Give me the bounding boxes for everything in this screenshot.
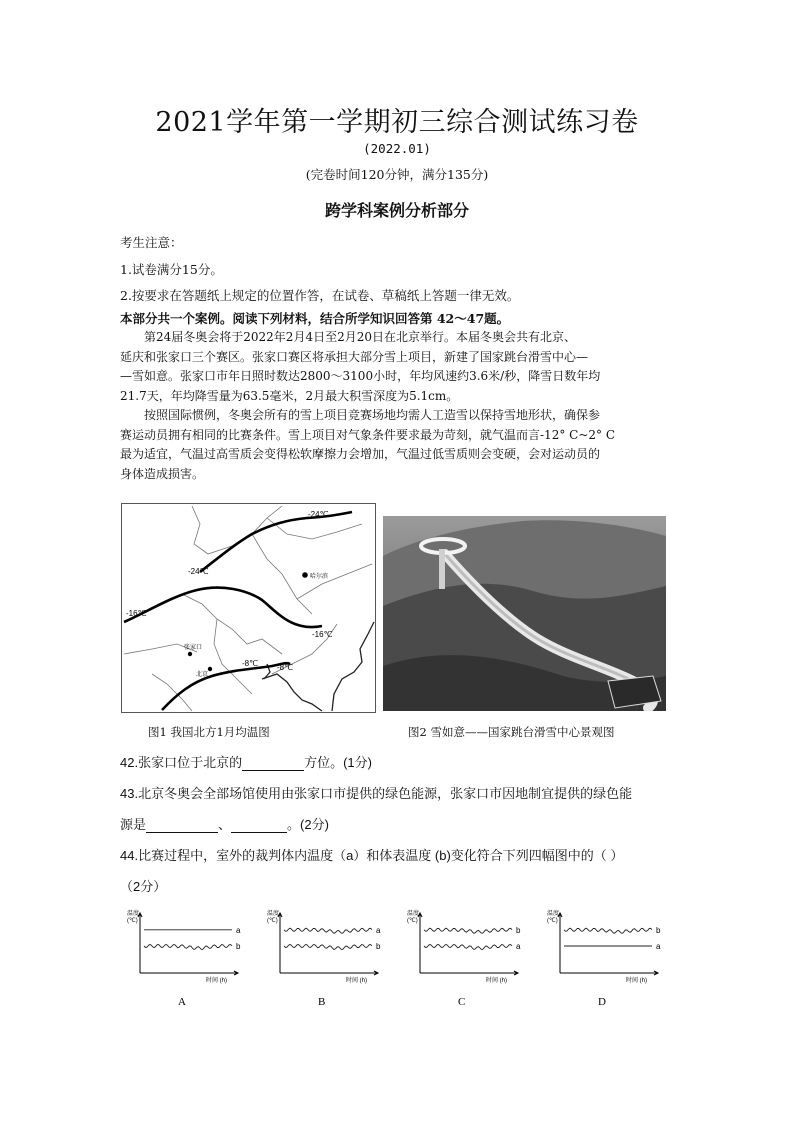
y-axis-label: 温度 [407, 911, 420, 917]
section-title: 跨学科案例分析部分 [324, 201, 469, 220]
option-chart-c [400, 905, 525, 1015]
y-axis-unit: (℃) [267, 918, 278, 924]
series-b-label: b [656, 925, 661, 935]
series-a-label: a [236, 925, 241, 935]
passage [120, 328, 674, 484]
series-b-line [564, 928, 652, 933]
passage-line: 最为适宜，气温过高雪质会变得松软摩擦力会增加，气温过低雪质则会变硬，会对运动员的 [120, 447, 601, 461]
answer-blank[interactable] [231, 832, 287, 833]
isotherm-label: -8℃ [242, 659, 259, 668]
series-a-line [424, 944, 512, 949]
answer-blank[interactable] [146, 832, 218, 833]
question-44-line2: （2分） [120, 879, 167, 894]
city-label: 张家口 [184, 645, 203, 651]
page-title: 2021学年第一学期初三综合测试练习卷 [155, 107, 639, 138]
series-b-line [284, 944, 372, 949]
question-text: 42.张家口位于北京的 [120, 755, 243, 770]
ski-jump-photo [383, 516, 666, 711]
series-a-line [284, 928, 372, 933]
series-a-label: a [516, 942, 521, 951]
question-43-line1: 43.北京冬奥会全部场馆使用由张家口市提供的绿色能源，张家口市因地制宜提供的绿色能 [120, 786, 633, 801]
isotherm-label: -16℃ [126, 609, 147, 618]
series-b-label: b [516, 925, 521, 935]
option-letter: D [598, 996, 606, 1008]
question-42 [120, 752, 372, 771]
passage-line: —雪如意。张家口市年日照时数达2800～3100小时，年均风速约3.6米/秒，降雪日数年均 [120, 369, 601, 383]
question-44-line1: 44.比赛过程中，室外的裁判体内温度（a）和体表温度 (b)变化符合下列四幅图中的（ ） [120, 848, 624, 863]
passage-line: 身体造成损害。 [120, 466, 205, 481]
option-chart-b [260, 905, 385, 1015]
option-charts [120, 905, 680, 1015]
question-text: 方位。(1分) [304, 755, 372, 770]
city-marker [208, 667, 212, 671]
option-letter: C [458, 996, 466, 1008]
figure1-caption: 图1 我国北方1月均温图 [148, 725, 270, 739]
question-text: 、 [218, 817, 232, 832]
exam-date: (2022.01) [363, 141, 431, 156]
passage-line: 延庆和张家口三个赛区。张家口赛区将承担大部分雪上项目，新建了国家跳台滑雪中心— [120, 349, 589, 364]
y-axis-label: 温度 [127, 911, 140, 917]
option-chart-d [540, 905, 665, 1015]
series-b-label: b [236, 942, 241, 951]
photo-drawing [383, 516, 666, 711]
question-text: 源是 [120, 817, 147, 832]
isotherm-line [200, 512, 352, 572]
city-label: 北京 [196, 672, 209, 678]
map-drawing [122, 504, 375, 712]
isotherm-map [121, 503, 376, 713]
series-b-line [144, 944, 232, 949]
option-letter: A [178, 996, 186, 1008]
passage-line: 按照国际惯例，冬奥会所有的雪上项目竞赛场地均需人工造雪以保持雪地形状，确保参 [144, 408, 601, 422]
isotherm-label: -16℃ [312, 630, 333, 639]
isotherm-label: -8℃ [277, 663, 294, 672]
figure2-caption: 图2 雪如意——国家跳台滑雪中心景观图 [408, 725, 615, 739]
option-letter: B [318, 996, 326, 1008]
y-axis-unit: (℃) [547, 918, 558, 924]
city-marker [302, 572, 308, 578]
x-axis-label: 时间 (h) [206, 978, 228, 984]
isotherm-label: -24℃ [308, 510, 329, 519]
option-chart-a [120, 905, 245, 1015]
passage-line: 21.7天，年均降雪量为63.5毫米，2月最大积雪深度为5.1cm。 [120, 388, 459, 403]
x-axis-label: 时间 (h) [626, 978, 648, 984]
isotherm-line [162, 663, 290, 710]
y-axis-unit: (℃) [127, 918, 138, 924]
x-axis-label: 时间 (h) [486, 978, 508, 984]
passage-line: 第24届冬奥会将于2022年2月4日至2月20日在北京举行。本届冬奥会共有北京、 [144, 330, 576, 344]
x-axis-label: 时间 (h) [346, 978, 368, 984]
series-a-label: a [376, 925, 381, 935]
notice-heading: 考生注意： [120, 235, 183, 250]
question-text: 。(2分) [287, 817, 329, 832]
y-axis-label: 温度 [267, 911, 280, 917]
series-b-line [424, 928, 512, 933]
isotherm-line [124, 588, 322, 627]
question-43-line2 [120, 814, 329, 833]
notice-item-1: 1.试卷满分15分。 [120, 262, 223, 277]
answer-blank[interactable] [242, 770, 304, 771]
series-b-label: b [376, 942, 381, 951]
y-axis-unit: (℃) [407, 918, 418, 924]
series-a-label: a [656, 942, 661, 951]
notice-item-2: 2.按要求在答题纸上规定的位置作答，在试卷、草稿纸上答题一律无效。 [120, 288, 520, 303]
exam-timing: (完卷时间120分钟，满分135分) [305, 167, 489, 182]
isotherm-label: -24℃ [188, 567, 209, 576]
city-marker [188, 652, 192, 656]
city-label: 哈尔滨 [310, 574, 329, 580]
case-instruction: 本部分共一个案例。阅读下列材料，结合所学知识回答第 42～47题。 [120, 311, 510, 326]
y-axis-label: 温度 [547, 911, 560, 917]
passage-line: 赛运动员拥有相同的比赛条件。雪上项目对气象条件要求最为苛刻，就气温而言-12° C~2° C [120, 427, 616, 442]
